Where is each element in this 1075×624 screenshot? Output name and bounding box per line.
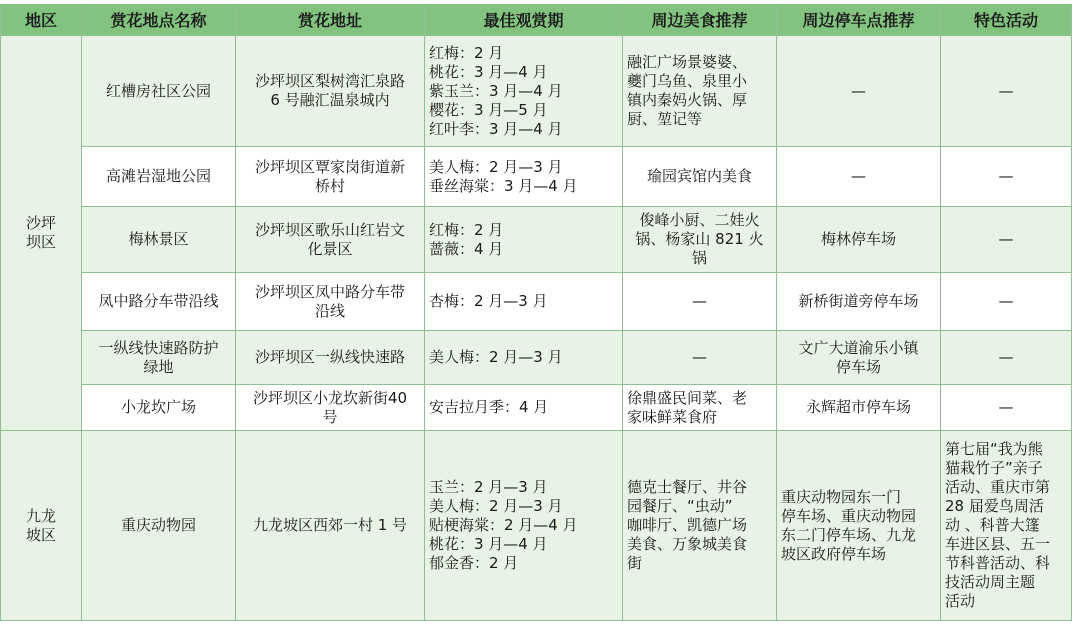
table-row xyxy=(1,385,1072,431)
header-place: 赏花地点名称 xyxy=(82,5,236,36)
table-row xyxy=(1,147,1072,207)
header-region: 地区 xyxy=(1,5,82,36)
activity-cell: 第七届“我为熊 猫栽竹子”亲子 活动、重庆市第 28 届爱鸟周活 动 、科普大篷 车进区县、五一 节科普活动、科 技活动周主题 活动 xyxy=(941,431,1072,621)
parking-cell: 文广大道渝乐小镇 停车场 xyxy=(777,331,941,385)
period-cell: 安吉拉月季：4 月 xyxy=(425,385,623,431)
place-cell: 红槽房社区公园 xyxy=(82,36,236,147)
header-parking: 周边停车点推荐 xyxy=(777,5,941,36)
food-cell: 德克士餐厅、井谷 园餐厅、“虫动” 咖啡厅、凯德广场 美食、万象城美食 街 xyxy=(623,431,777,621)
address-cell: 沙坪坝区歌乐山红岩文 化景区 xyxy=(236,207,425,273)
food-cell: 徐鼎盛民间菜、老 家味鲜菜食府 xyxy=(623,385,777,431)
activity-cell: — xyxy=(941,331,1072,385)
header-food: 周边美食推荐 xyxy=(623,5,777,36)
table-row xyxy=(1,36,1072,147)
header-activity: 特色活动 xyxy=(941,5,1072,36)
address-cell: 沙坪坝区小龙坎新街40 号 xyxy=(236,385,425,431)
period-cell: 美人梅：2 月—3 月 垂丝海棠：3 月—4 月 xyxy=(425,147,623,207)
table-row xyxy=(1,331,1072,385)
period-cell: 美人梅：2 月—3 月 xyxy=(425,331,623,385)
place-cell: 高滩岩湿地公园 xyxy=(82,147,236,207)
period-cell: 红梅：2 月 桃花：3 月—4 月 紫玉兰：3 月—4 月 樱花：3 月—5 月 红叶李：3 月—4 月 xyxy=(425,36,623,147)
parking-cell: 新桥街道旁停车场 xyxy=(777,273,941,331)
food-cell: — xyxy=(623,273,777,331)
period-cell: 玉兰：2 月—3 月 美人梅：2 月—3 月 贴梗海棠：2 月—4 月 桃花：3 月—4 月 郁金香：2 月 xyxy=(425,431,623,621)
parking-cell: — xyxy=(777,36,941,147)
header-address: 赏花地址 xyxy=(236,5,425,36)
address-cell: 九龙坡区西郊一村 1 号 xyxy=(236,431,425,621)
table-row xyxy=(1,207,1072,273)
address-cell: 沙坪坝区梨树湾汇泉路 6 号融汇温泉城内 xyxy=(236,36,425,147)
place-cell: 梅林景区 xyxy=(82,207,236,273)
region-cell: 九龙 坡区 xyxy=(1,431,82,621)
header-row xyxy=(1,5,1072,36)
period-cell: 杏梅：2 月—3 月 xyxy=(425,273,623,331)
flower-viewing-table xyxy=(0,4,1072,621)
activity-cell: — xyxy=(941,385,1072,431)
table-row xyxy=(1,273,1072,331)
table-row xyxy=(1,431,1072,621)
address-cell: 沙坪坝区一纵线快速路 xyxy=(236,331,425,385)
food-cell: — xyxy=(623,331,777,385)
place-cell: 一纵线快速路防护 绿地 xyxy=(82,331,236,385)
region-cell: 沙坪 坝区 xyxy=(1,36,82,431)
period-cell: 红梅：2 月 蔷薇：4 月 xyxy=(425,207,623,273)
activity-cell: — xyxy=(941,273,1072,331)
address-cell: 沙坪坝区凤中路分车带 沿线 xyxy=(236,273,425,331)
place-cell: 重庆动物园 xyxy=(82,431,236,621)
address-cell: 沙坪坝区覃家岗街道新 桥村 xyxy=(236,147,425,207)
food-cell: 瑜园宾馆内美食 xyxy=(623,147,777,207)
parking-cell: 重庆动物园东一门 停车场、重庆动物园 东二门停车场、九龙 坡区政府停车场 xyxy=(777,431,941,621)
activity-cell: — xyxy=(941,207,1072,273)
parking-cell: 永辉超市停车场 xyxy=(777,385,941,431)
parking-cell: — xyxy=(777,147,941,207)
food-cell: 融汇广场景婆婆、 夔门乌鱼、泉里小 镇内秦妈火锅、厚 厨、堃记等 xyxy=(623,36,777,147)
place-cell: 凤中路分车带沿线 xyxy=(82,273,236,331)
activity-cell: — xyxy=(941,36,1072,147)
food-cell: 俊峰小厨、二娃火 锅、杨家山 821 火 锅 xyxy=(623,207,777,273)
activity-cell: — xyxy=(941,147,1072,207)
header-period: 最佳观赏期 xyxy=(425,5,623,36)
parking-cell: 梅林停车场 xyxy=(777,207,941,273)
place-cell: 小龙坎广场 xyxy=(82,385,236,431)
